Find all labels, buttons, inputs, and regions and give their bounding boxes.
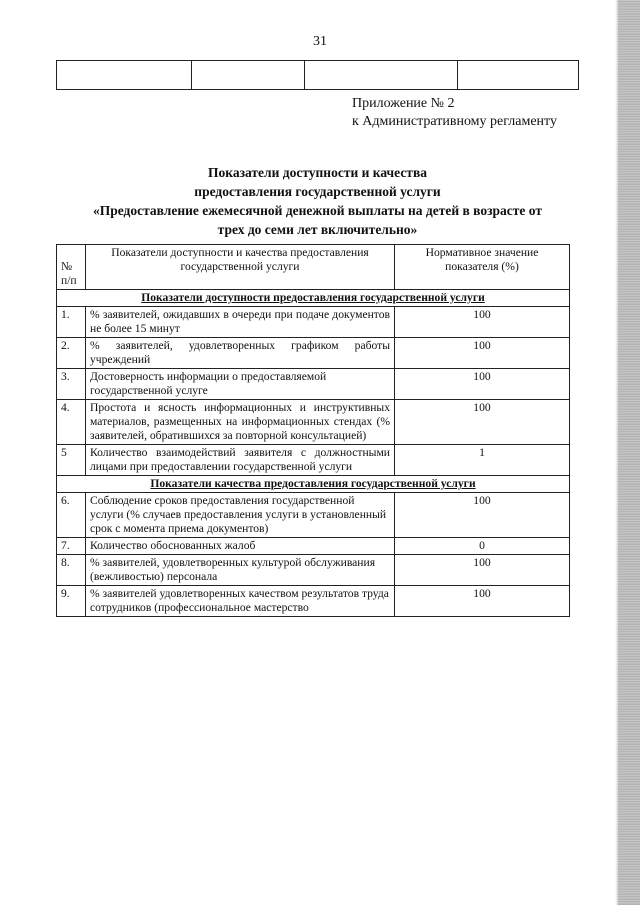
table-row [57,400,570,445]
title-line-2: предоставления государственной услуги [194,184,441,199]
appendix-note [352,95,557,131]
table-row [57,586,570,617]
continuation-table-bottom [56,60,579,90]
continuation-cell [458,61,579,90]
row-num: 9. [57,586,86,617]
table-header-row [57,245,570,290]
row-value: 100 [395,307,570,338]
row-value: 100 [395,493,570,538]
row-value: 1 [395,445,570,476]
row-num: 5 [57,445,86,476]
row-num: 2. [57,338,86,369]
document-title [56,163,579,239]
table-row [57,538,570,555]
table-row [57,493,570,538]
row-desc: Достоверность информации о предоставляемой государственной услуге [86,369,395,400]
section-row-quality [57,476,570,493]
table-row [57,369,570,400]
row-num: 1. [57,307,86,338]
row-value: 100 [395,555,570,586]
indicators-table [56,244,570,617]
title-line-1: Показатели доступности и качества [208,165,427,180]
section-title: Показатели доступности предоставления государственной услуги [57,290,570,307]
header-num-text: № п/п [61,260,77,287]
row-desc: % заявителей, удовлетворенных культурой обслуживания (вежливостью) персонала [86,555,395,586]
table-row [57,338,570,369]
row-num: 8. [57,555,86,586]
row-num: 7. [57,538,86,555]
row-num: 6. [57,493,86,538]
appendix-line-2: к Административному регламенту [352,114,557,129]
table-row [57,307,570,338]
page-number: 31 [313,34,327,49]
header-num [57,245,86,290]
title-line-3: «Предоставление ежемесячной денежной выплаты на детей в возрасте от [92,203,542,218]
row-desc: Соблюдение сроков предоставления государственной услуги (% случаев предоставления услуги в установленный срок с момента приема документов) [86,493,395,538]
header-desc: Показатели доступности и качества предоставления государственной услуги [86,245,395,290]
scan-edge-shadow [615,0,618,905]
row-value: 100 [395,400,570,445]
row-value: 100 [395,369,570,400]
table-row [57,555,570,586]
row-value: 100 [395,338,570,369]
row-num: 4. [57,400,86,445]
continuation-cell [305,61,458,90]
row-num: 3. [57,369,86,400]
continuation-cell [192,61,305,90]
section-title: Показатели качества предоставления государственной услуги [57,476,570,493]
appendix-line-1: Приложение № 2 [352,96,455,111]
row-value: 100 [395,586,570,617]
row-desc: Количество взаимодействий заявителя с должностными лицами при предоставлении государственной услуги [86,445,395,476]
title-line-4: трех до семи лет включительно» [217,222,418,237]
header-value: Нормативное значение показателя (%) [395,245,570,290]
row-desc: % заявителей удовлетворенных качеством результатов труда сотрудников (профессиональное мастерство [86,586,395,617]
row-desc: Простота и ясность информационных и инструктивных материалов, размещенных на информационных стендах (% заявителей, обратившихся за повторной консультацией) [86,400,395,445]
row-desc: % заявителей, удовлетворенных графиком работы учреждений [86,338,395,369]
continuation-cell [57,61,192,90]
scan-edge [618,0,640,905]
row-value: 0 [395,538,570,555]
row-desc: % заявителей, ожидавших в очереди при подаче документов не более 15 минут [86,307,395,338]
row-desc: Количество обоснованных жалоб [86,538,395,555]
section-row-availability [57,290,570,307]
table-row [57,445,570,476]
